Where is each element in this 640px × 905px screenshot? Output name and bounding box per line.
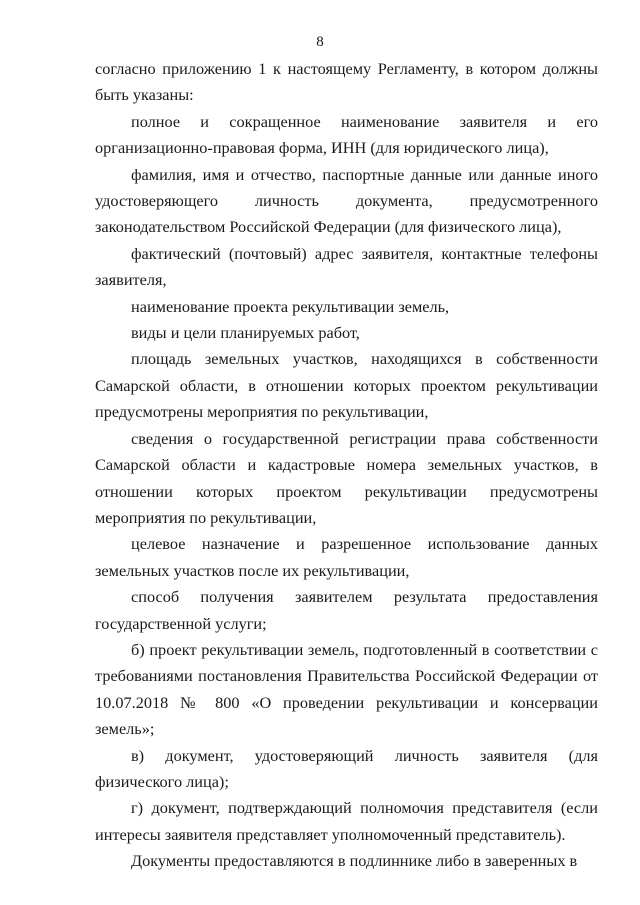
paragraph-address: фактический (почтовый) адрес заявителя, контактные телефоны заявителя, [95,243,598,290]
paragraph-item-g: г) документ, подтверждающий полномочия представителя (если интересы заявителя представляет уполномоченный представитель). [95,798,598,844]
paragraph-land-use: целевое назначение и разрешенное использование данных земельных участков после их рекультивации, [95,534,598,580]
paragraph-project-name: наименование проекта рекультивации земель, [131,296,450,316]
paragraph-item-b: б) проект рекультивации земель, подготовленный в соответствии с требованиями постановления Правительства Российской Федерации от 10.07.2018 № 800 «О проведении рекультивации и консервации земель»; [95,639,598,739]
page-number: 8 [316,34,324,50]
document-body [95,56,598,875]
paragraph-applicant-name: полное и сокращенное наименование заявителя и его организационно-правовая форма, ИНН (для юридического лица), [95,111,598,158]
paragraph-registration: сведения о государственной регистрации права собственности Самарской области и кадастровые номера земельных участков, в отношении которых проектом рекультивации предусмотрены мероприятия по рекультивации, [95,428,598,527]
paragraph-result-method: способ получения заявителем результата предоставления государственной услуги; [95,587,598,633]
paragraph-personal-data: фамилия, имя и отчество, паспортные данные или данные иного удостоверяющего личность документа, предусмотренного законодательством Российской Федерации (для физического лица), [95,164,598,237]
paragraph-land-area: площадь земельных участков, находящихся в собственности Самарской области, в отношении которых проектом рекультивации предусмотрены мероприятия по рекультивации, [95,349,598,422]
paragraph-item-v: в) документ, удостоверяющий личность заявителя (для физического лица); [95,745,598,791]
paragraph-intro: согласно приложению 1 к настоящему Регламенту, в котором должны быть указаны: [95,59,598,105]
paragraph-documents: Документы предоставляются в подлиннике либо в заверенных в [131,851,578,871]
paragraph-works: виды и цели планируемых работ, [131,323,360,343]
